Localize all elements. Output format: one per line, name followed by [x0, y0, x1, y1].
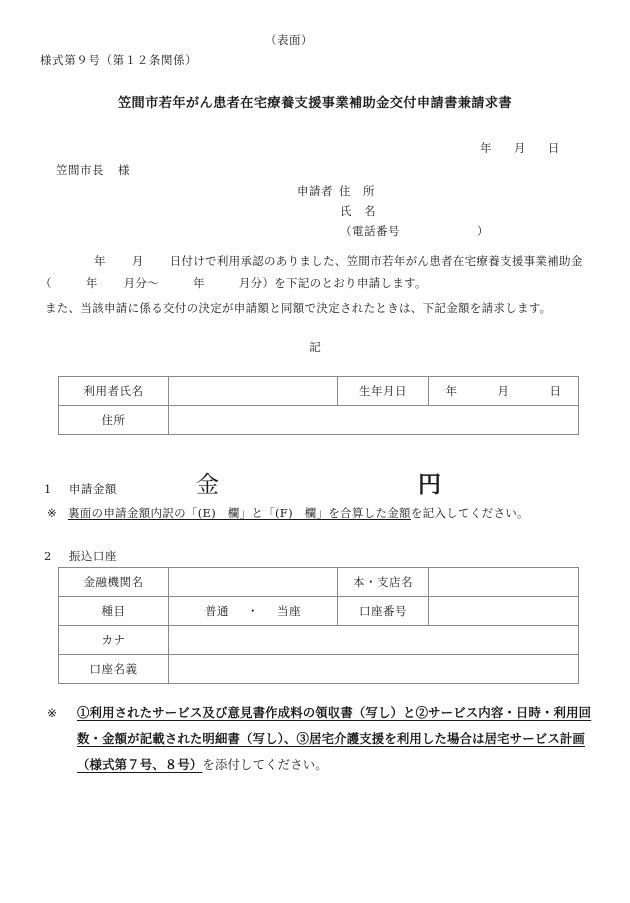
section-1-heading — [44, 481, 117, 497]
addressee-honorific: 様 — [118, 163, 130, 177]
applicant-address-label: 住 所 — [339, 184, 375, 198]
dob-day: 日 — [549, 384, 562, 398]
body-paragraph-line2 — [40, 275, 427, 291]
section-1-label: 申請金額 — [68, 482, 117, 496]
applicant-label: 申請者 — [297, 184, 333, 198]
date-line — [480, 140, 560, 156]
body-line1-text: 日付けで利用承認のありました、笠間市若年がん患者在宅療養支援事業補助金 — [169, 254, 583, 268]
addressee-office: 笠間市長 — [56, 163, 104, 177]
bank-institution-value[interactable] — [169, 568, 338, 597]
attachment-note-body — [77, 700, 592, 778]
user-name-value[interactable] — [169, 377, 338, 406]
attachment-note-underlined: ①利用されたサービス及び意見書作成料の領収書（写し）と②サービス内容・日時・利用回数・金額が記載された明細書（写し）、③居宅介護支援を利用した場合は居宅サービス計画（様式第７号、８号） — [77, 705, 592, 772]
note-mark: ※ — [47, 706, 58, 720]
table-row — [59, 626, 579, 655]
body-line2-year2: 年 — [193, 276, 205, 290]
body-paragraph-line3: また、当該申請に係る交付の決定が申請額と同額で決定されたときは、下記金額を請求します。 — [45, 301, 552, 315]
body-line1-year: 年 — [94, 254, 106, 268]
bank-branch-value[interactable] — [429, 568, 579, 597]
section-1-number: 1 — [44, 482, 52, 496]
amount-note-underlined: 裏面の申請金額内訳の「(E) 欄」と「(F) 欄」を合算した金額 — [67, 506, 411, 520]
note-mark: ※ — [47, 506, 57, 520]
applicant-phone-close: ） — [477, 224, 489, 238]
applicant-block — [297, 181, 489, 241]
bank-account-no-value[interactable] — [429, 597, 579, 626]
kind-option-toza[interactable]: 当座 — [277, 604, 301, 618]
side-label: （表面） — [265, 33, 313, 47]
amount-note — [47, 505, 529, 521]
bank-institution-label: 金融機関名 — [59, 568, 169, 597]
section-2-number: 2 — [44, 549, 52, 563]
user-name-label: 利用者氏名 — [59, 377, 169, 406]
body-paragraph-line1 — [60, 253, 583, 269]
ki-marker: 記 — [309, 340, 321, 354]
user-dob-label: 生年月日 — [338, 377, 429, 406]
dob-month: 月 — [497, 384, 510, 398]
applicant-phone-label: （電話番号 — [340, 224, 400, 238]
bank-holder-value[interactable] — [169, 655, 579, 684]
table-row — [59, 377, 579, 406]
bank-kind-label: 種目 — [59, 597, 169, 626]
amount-note-tail: を記入してください。 — [410, 506, 529, 520]
applicant-name-label: 氏 名 — [340, 204, 376, 218]
bank-kind-options[interactable] — [169, 597, 338, 626]
date-year: 年 — [480, 141, 492, 155]
table-row — [59, 406, 579, 435]
user-dob-value[interactable] — [429, 377, 579, 406]
body-line2-rest: 月分）を下記のとおり申請します。 — [238, 276, 427, 290]
section-2-heading — [44, 548, 117, 564]
applicant-address-row — [297, 181, 400, 201]
bank-account-table — [58, 567, 579, 684]
kind-separator: ・ — [247, 604, 259, 618]
body-line2-month1: 月分～ — [123, 276, 160, 290]
body-line2-open: （ — [40, 276, 52, 290]
applicant-phone-row — [297, 221, 489, 241]
section-2-label: 振込口座 — [68, 549, 117, 563]
user-address-label: 住所 — [59, 406, 169, 435]
applicant-name-row — [297, 201, 400, 221]
amount-yen-symbol: 円 — [418, 471, 442, 498]
page-title: 笠間市若年がん患者在宅療養支援事業補助金交付申請書兼請求書 — [117, 96, 513, 111]
bank-branch-label: 本・支店名 — [338, 568, 429, 597]
table-row — [59, 568, 579, 597]
body-line1-month: 月 — [131, 254, 144, 268]
addressee — [56, 162, 130, 178]
form-number: 様式第９号（第１２条関係） — [40, 53, 198, 67]
date-day: 日 — [547, 141, 560, 155]
bank-kana-label: カナ — [59, 626, 169, 655]
dob-year: 年 — [445, 384, 458, 398]
bank-holder-label: 口座名義 — [59, 655, 169, 684]
amount-kin-symbol: 金 — [196, 472, 220, 498]
attachment-note — [47, 700, 592, 778]
kind-option-futsu[interactable]: 普通 — [205, 604, 229, 618]
table-row — [59, 655, 579, 684]
table-row — [59, 597, 579, 626]
user-address-value[interactable] — [169, 406, 579, 435]
date-month: 月 — [513, 141, 526, 155]
attachment-note-tail: を添付してください。 — [202, 757, 328, 772]
bank-account-no-label: 口座番号 — [338, 597, 429, 626]
bank-kana-value[interactable] — [169, 626, 579, 655]
body-line2-year1: 年 — [85, 276, 98, 290]
user-info-table — [58, 376, 579, 435]
